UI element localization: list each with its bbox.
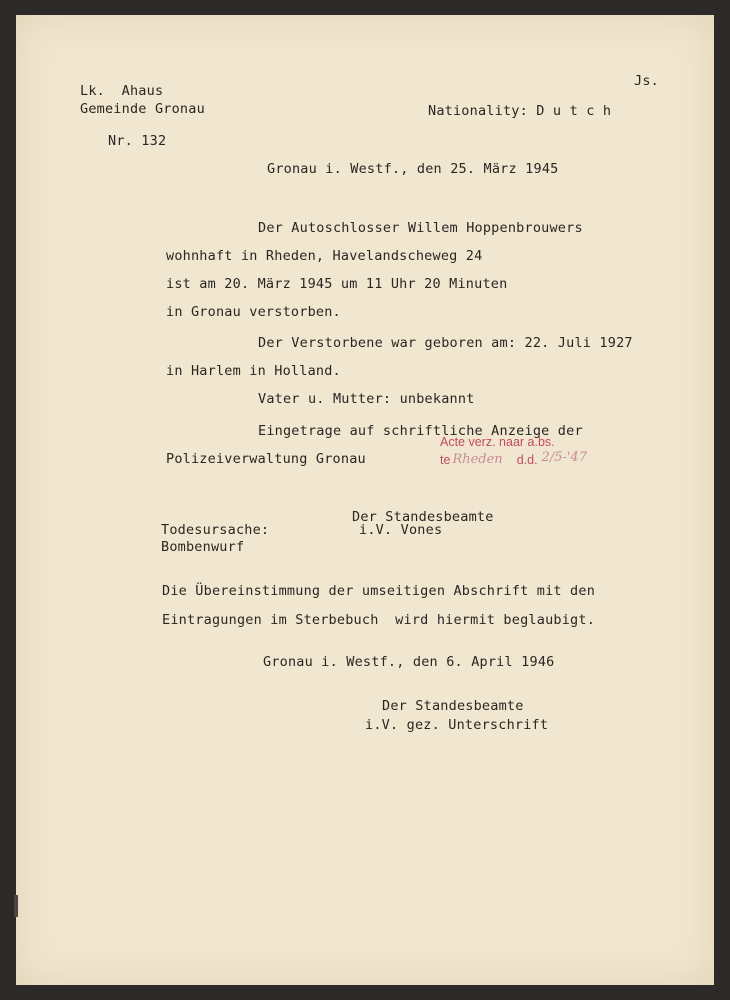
record-place-date: Gronau i. Westf., den 25. März 1945 bbox=[267, 161, 559, 177]
certification-line-2: Eintragungen im Sterbebuch wird hiermit beglaubigt. bbox=[162, 612, 596, 628]
initials: Js. bbox=[634, 73, 659, 89]
nationality-line: Nationality: D u t c h bbox=[428, 103, 612, 119]
certification-line-1: Die Übereinstimmung der umseitigen Abschrift mit den bbox=[162, 583, 596, 599]
registrar-title: Der Standesbeamte bbox=[352, 509, 494, 525]
body-line: ist am 20. März 1945 um 11 Uhr 20 Minuten bbox=[166, 276, 508, 292]
red-stamp-line-2: te Rheden d.d. 2/5-'47 bbox=[440, 450, 587, 467]
municipality-line: Gemeinde Gronau bbox=[80, 101, 205, 117]
body-line: wohnhaft in Rheden, Havelandscheweg 24 bbox=[166, 248, 483, 264]
body-line: Eingetrage auf schriftliche Anzeige der bbox=[258, 423, 583, 439]
certification-signature: i.V. gez. Unterschrift bbox=[365, 717, 549, 733]
cause-of-death-value: Bombenwurf bbox=[161, 539, 245, 555]
certification-registrar-title: Der Standesbeamte bbox=[382, 698, 524, 714]
registrar-name: i.V. Vones bbox=[359, 522, 443, 538]
body-line: Vater u. Mutter: unbekannt bbox=[258, 391, 475, 407]
cause-of-death-label: Todesursache: bbox=[161, 522, 270, 538]
handwritten-place: Rheden bbox=[452, 452, 503, 467]
record-number: Nr. 132 bbox=[108, 133, 167, 149]
binder-clip-mark bbox=[14, 895, 18, 917]
body-line: Der Verstorbene war geboren am: 22. Juli 1927 bbox=[258, 335, 633, 351]
district-line: Lk. Ahaus bbox=[80, 83, 164, 99]
body-line: in Gronau verstorben. bbox=[166, 304, 341, 320]
handwritten-date: 2/5-'47 bbox=[541, 450, 587, 465]
red-stamp-line-1: Acte verz. naar a.bs. bbox=[440, 435, 555, 449]
certification-place-date: Gronau i. Westf., den 6. April 1946 bbox=[263, 654, 555, 670]
body-line: Der Autoschlosser Willem Hoppenbrouwers bbox=[258, 220, 583, 236]
document-page bbox=[16, 15, 714, 985]
body-line: in Harlem in Holland. bbox=[166, 363, 341, 379]
body-line: Polizeiverwaltung Gronau bbox=[166, 451, 366, 467]
